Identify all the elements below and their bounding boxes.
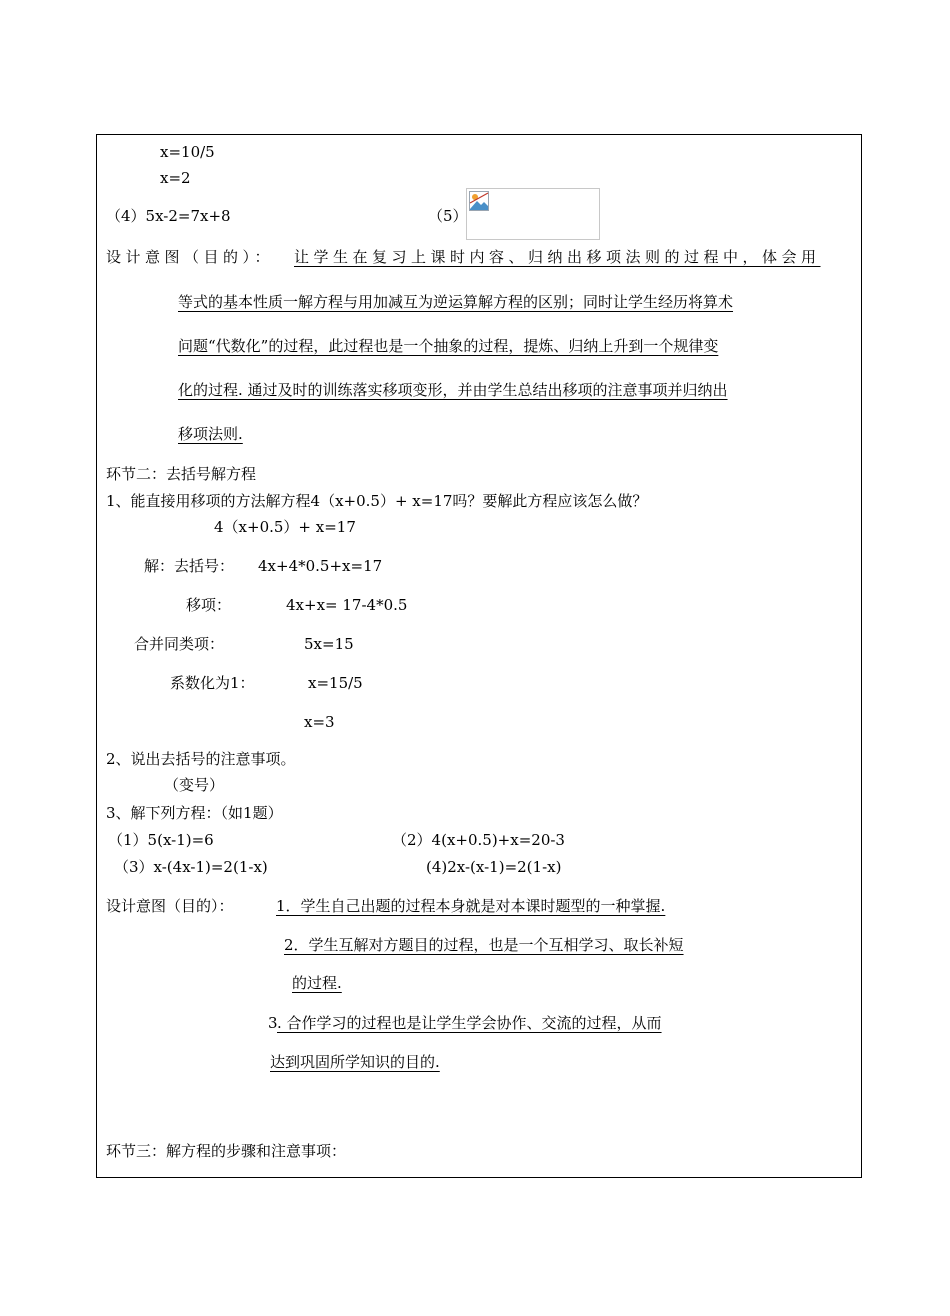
question-line: 2、说出去括号的注意事项。 (106, 750, 296, 768)
question-line: 3、解下列方程：（如1题） (106, 804, 283, 822)
exercise-5: （5） (428, 207, 468, 225)
design-intent-text: 移项法则. (178, 425, 243, 443)
broken-image-icon (469, 191, 489, 211)
step-label: 合并同类项： (134, 635, 225, 653)
exercise-item: (4)2x-(x-1)=2(1-x) (426, 858, 562, 876)
exercise-item: （3）x-(4x-1)=2(1-x) (114, 858, 268, 876)
equation-line: 4（x+0.5）+ x=17 (214, 518, 356, 536)
step-label: 解：去括号： (144, 557, 235, 575)
design-intent-text: 化的过程. 通过及时的训练落实移项变形，并由学生总结出移项的注意事项并归纳出 (178, 381, 728, 399)
step-label: 系数化为1： (170, 674, 255, 692)
step-label: 移项： (186, 596, 232, 614)
step-equation: x=3 (304, 713, 335, 731)
question-line: 1、能直接用移项的方法解方程4（x+0.5）+ x=17吗？要解此方程应该怎么做？ (106, 492, 648, 510)
design-intent-text: 达到巩固所学知识的目的. (270, 1053, 440, 1071)
step-equation: 4x+4*0.5+x=17 (258, 557, 383, 575)
list-number: 3 (268, 1014, 278, 1032)
equation-line: x=10/5 (160, 143, 215, 161)
design-intent-text: 2．学生互解对方题目的过程，也是一个互相学习、取长补短 (284, 936, 684, 954)
exercise-item: （1）5(x-1)=6 (108, 831, 214, 849)
broken-image-placeholder (466, 188, 600, 240)
design-intent-text: . 合作学习的过程也是让学生学会协作、交流的过程，从而 (277, 1014, 662, 1032)
section-heading: 环节二：去括号解方程 (106, 465, 257, 483)
exercise-4: （4）5x-2=7x+8 (106, 207, 231, 225)
design-intent-text: 1．学生自己出题的过程本身就是对本课时题型的一种掌握. (276, 897, 666, 915)
design-intent-text: 让学生在复习上课时内容、归纳出移项法则的过程中，体会用 (294, 248, 821, 266)
exercise-item: （2）4(x+0.5)+x=20-3 (392, 831, 565, 849)
design-intent-text: 等式的基本性质一解方程与用加减互为逆运算解方程的区别；同时让学生经历将算术 (178, 293, 734, 311)
design-intent-text: 的过程. (292, 974, 342, 992)
design-intent-label: 设计意图（目的）： (106, 897, 234, 915)
step-equation: 5x=15 (304, 635, 354, 653)
step-equation: 4x+x= 17-4*0.5 (286, 596, 408, 614)
section-heading: 环节三：解方程的步骤和注意事项： (106, 1142, 347, 1160)
equation-line: x=2 (160, 169, 191, 187)
step-equation: x=15/5 (308, 674, 363, 692)
design-intent-label: 设计意图（目的）： (106, 248, 275, 266)
design-intent-text: 问题“代数化”的过程，此过程也是一个抽象的过程，提炼、归纳上升到一个规律变 (178, 337, 719, 355)
answer-note: （变号） (164, 776, 225, 794)
